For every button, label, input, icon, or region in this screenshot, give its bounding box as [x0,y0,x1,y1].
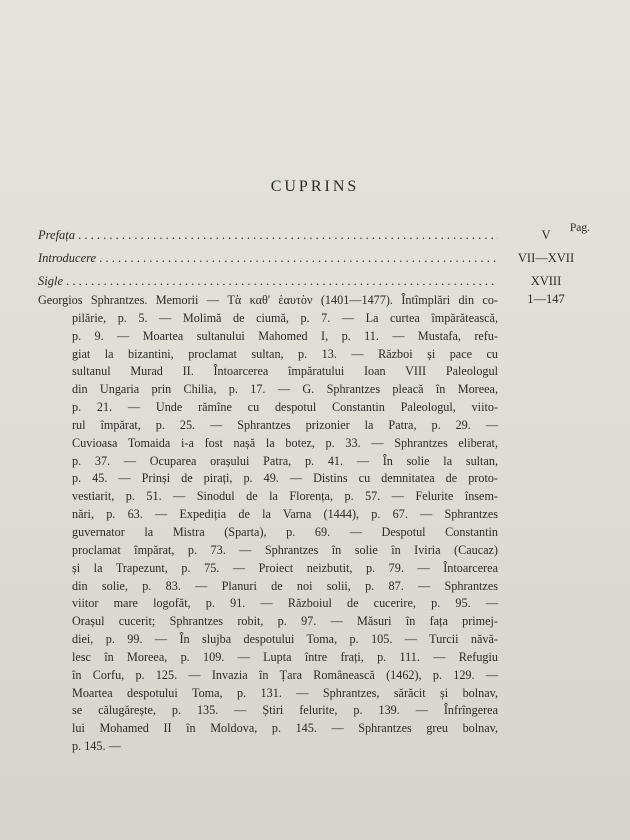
entry-line: vestiarit, p. 51. — Sinodul de la Florența, p. 57. — Felurite însem- [72,489,498,504]
entry-line: lui Mohamed II în Moldova, p. 145. — Sphrantzes greu bolnav, [72,721,498,736]
toc-main-entry [38,292,498,756]
entry-line: Moartea despotului Toma, p. 131. — Sphrantzes, sărăcit și bolnav, [72,685,498,700]
entry-line: în Corfu, p. 125. — Invazia în Țara Românească (1462), p. 129. — [72,667,498,682]
entry-line: Georgios Sphrantzes. Memorii — Τὰ καθ' ἑαυτὸν (1401—1477). Întîmplări din co- [38,293,498,307]
entry-line: pilărie, p. 5. — Molimă de ciumă, p. 7. — La curtea împărătească, [72,310,498,325]
entry-line: se călugărește, p. 135. — Știri felurite, p. 139. — Înfrîngerea [72,703,498,718]
entry-line: din solie, p. 83. — Planuri de noi solii, p. 87. — Sphrantzes [72,578,498,593]
page-title: CUPRINS [270,178,360,195]
entry-line: viitor mare logofăt, p. 91. — Războiul de cucerire, p. 95. — [72,596,498,611]
toc-pages: V [541,228,551,242]
toc-row-introducere [38,251,594,267]
entry-line: guvernator la Mistra (Sparta), p. 69. — Despotul Constantin [72,524,498,539]
toc-main-pages: 1—147 [527,292,565,306]
entry-line: sultanul Murad II. Întoarcerea împăratului Ioan VIII Paleologul [72,364,498,379]
pag-column-label: Pag. [569,222,590,234]
entry-line: p. 37. — Ocuparea orașului Patra, p. 41. — În solie la sultan, [72,453,498,468]
toc-pages: VII—XVII [517,251,575,265]
entry-line: rul împărat, p. 25. — Sphrantzes prizonier la Patra, p. 29. — [72,417,498,432]
toc-pages: XVIII [530,274,562,288]
entry-line: p. 145. — [72,739,121,754]
entry-line: Orașul cucerit; Sphrantzes robit, p. 97. — Măsuri în fața primej- [72,614,498,629]
entry-line: din Ungaria prin Chilia, p. 17. — G. Sphrantzes pleacă în Moreea, [72,382,498,397]
entry-line: p. 9. — Moartea sultanului Mahomed I, p. 11. — Mustafa, refu- [72,328,498,343]
toc-title: Sigle . . . [38,274,498,289]
toc-row-prefata [38,228,594,244]
entry-line: proclamat împărat, p. 73. — Sphrantzes în solie în Iviria (Caucaz) [72,542,498,557]
entry-line: giat la bizantini, proclamat sultan, p. 13. — Război și pace cu [72,346,498,361]
entry-line: nări, p. 63. — Expediția de la Varna (1444), p. 67. — Sphrantzes [72,507,498,522]
toc-row-sigle [38,274,594,290]
toc-title: Prefața . . . [38,228,498,243]
entry-line: lesc în Moreea, p. 109. — Lupta între frați, p. 111. — Refugiu [72,649,498,664]
entry-line: p. 21. — Unde rămîne cu despotul Constantin Paleologul, viito- [72,400,498,415]
entry-line: diei, p. 99. — În slujba despotului Toma, p. 105. — Turcii năvă- [72,632,498,647]
toc-title: Introducere . . . [38,251,498,266]
entry-line: p. 45. — Prinși de pirați, p. 49. — Distins cu demnitatea de proto- [72,471,498,486]
entry-line: Cuvioasa Tomaida i-a fost nașă la botez, p. 33. — Sphrantzes eliberat, [72,435,498,450]
entry-line: și la Trapezunt, p. 75. — Proiect neizbutit, p. 79. — Întoarcerea [72,560,498,575]
